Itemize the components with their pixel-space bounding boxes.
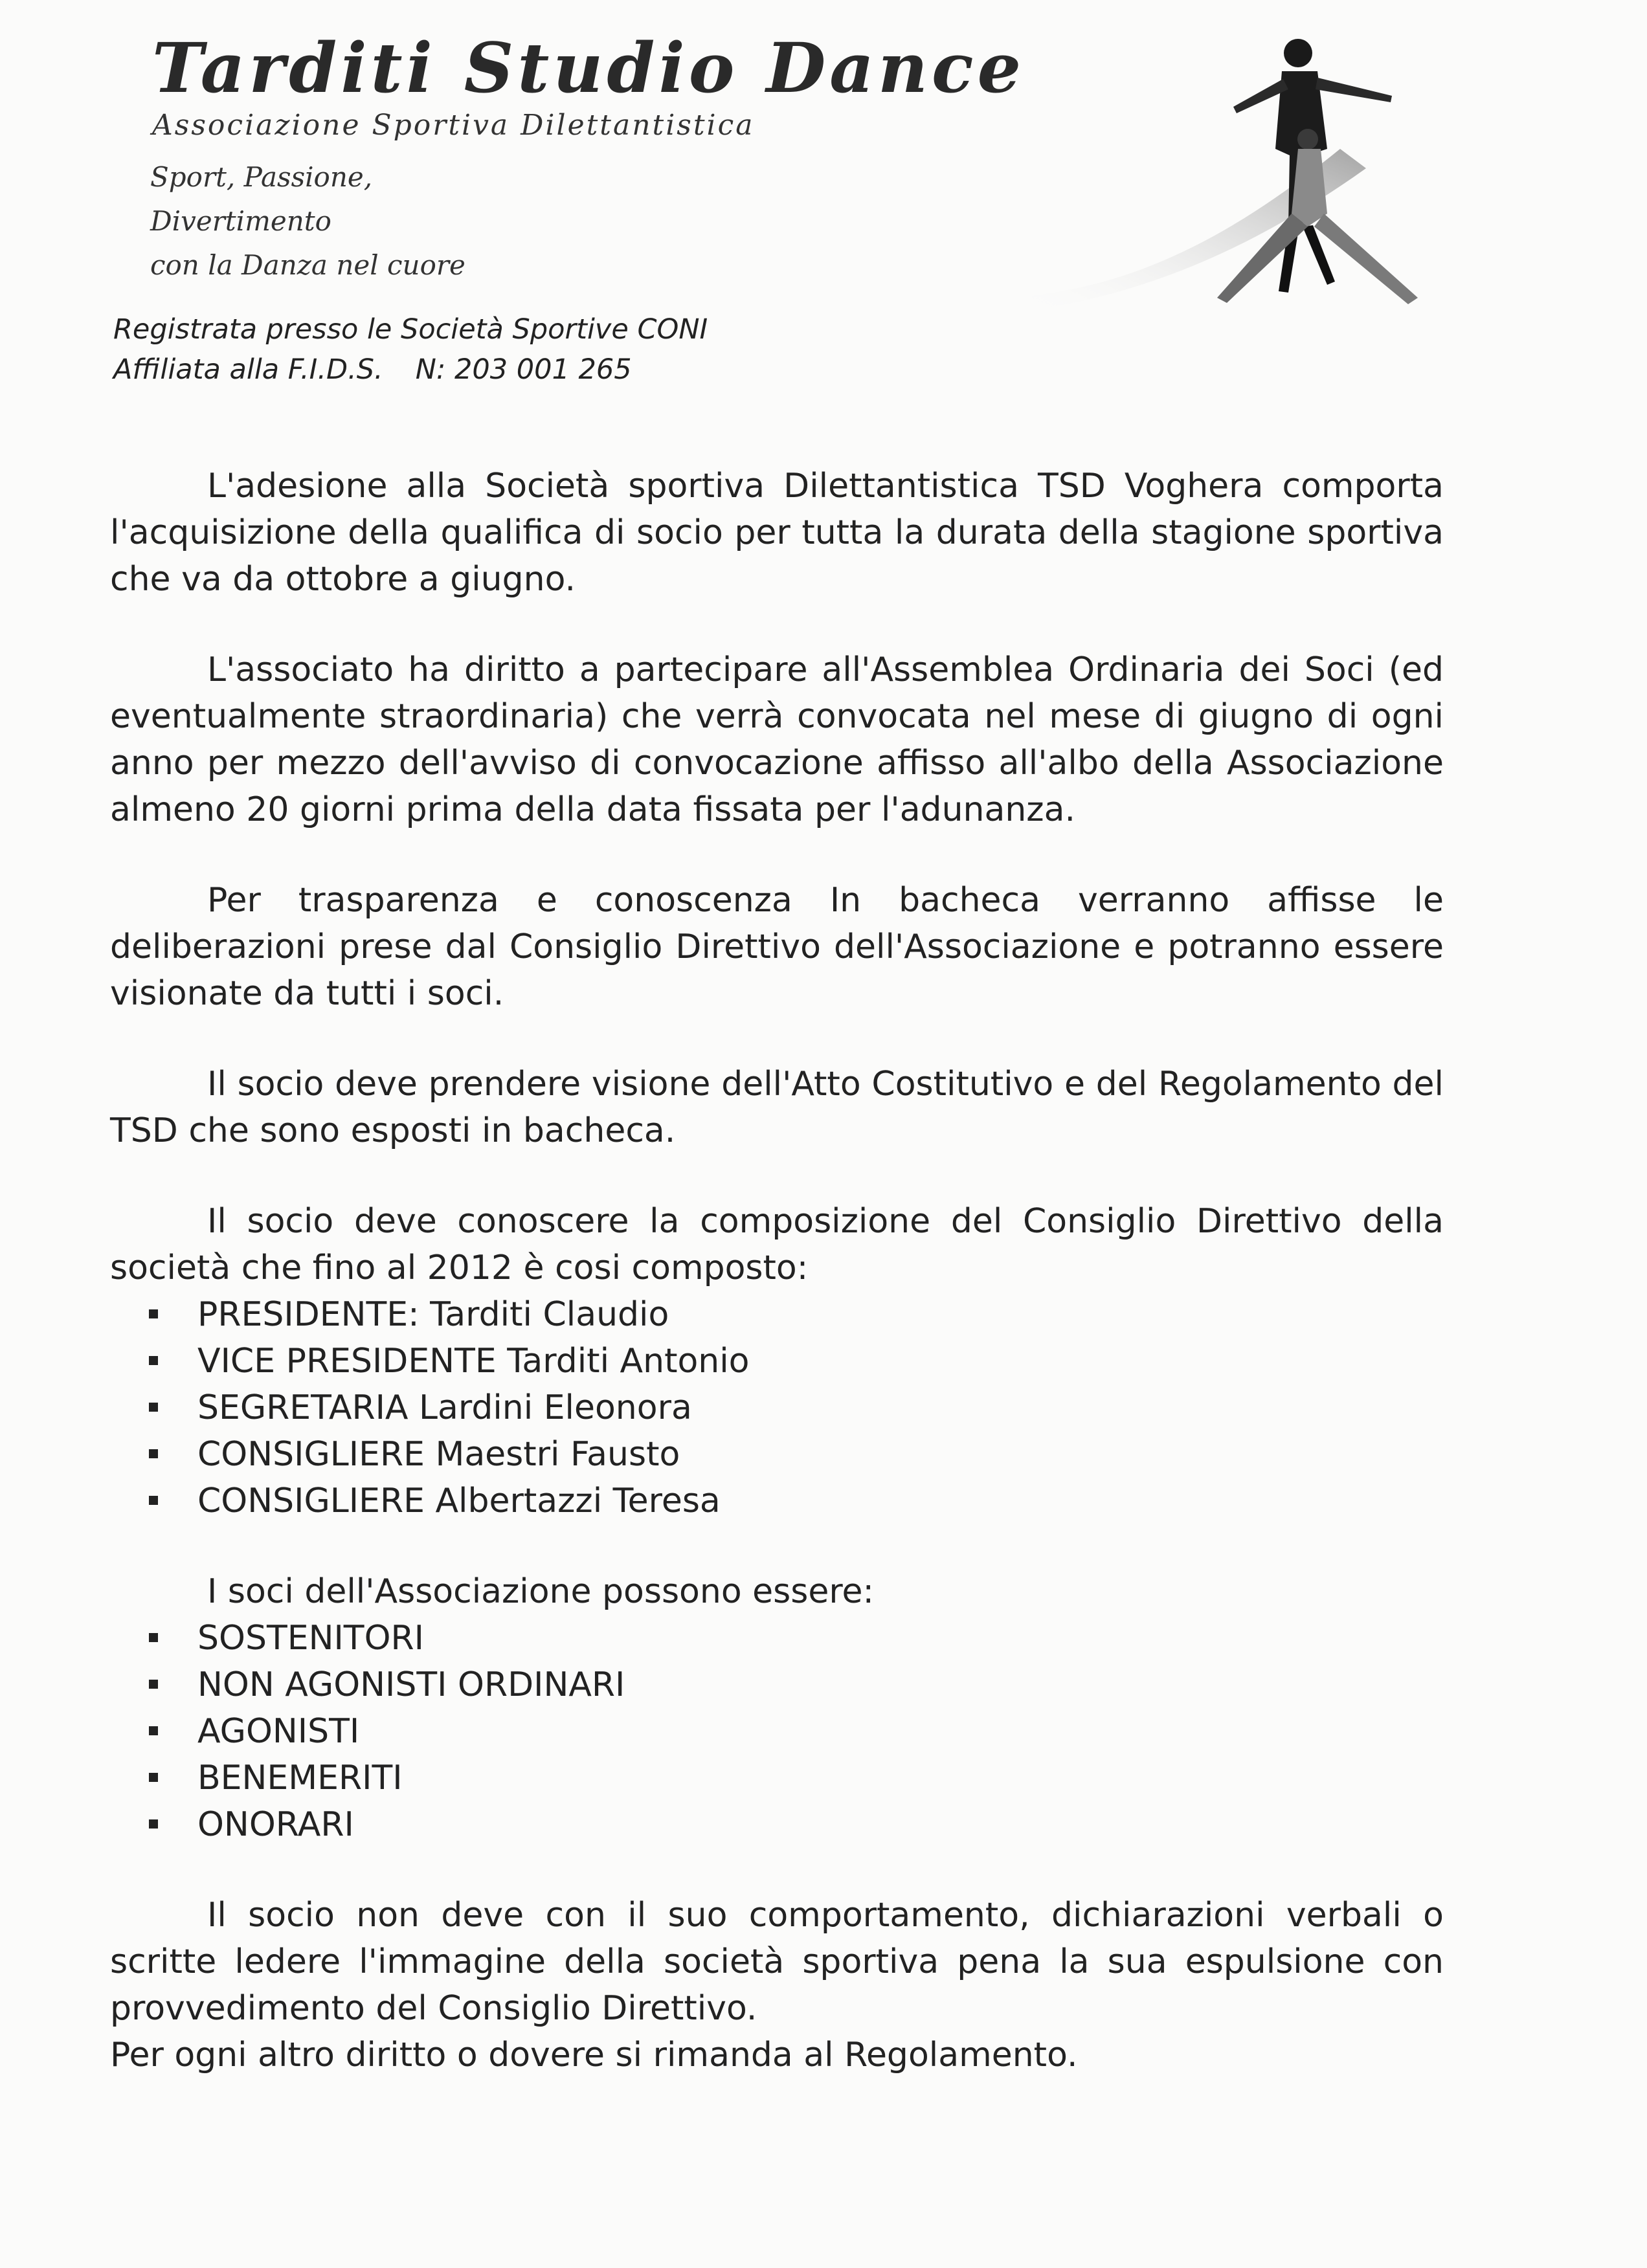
motto-line: Divertimento [150, 205, 331, 237]
bullet-icon [149, 1680, 158, 1689]
list-item: SEGRETARIA Lardini Eleonora [149, 1384, 1444, 1431]
list-item: VICE PRESIDENTE Tarditi Antonio [149, 1338, 1444, 1384]
brand-title: Tarditi Studio Dance [152, 27, 1025, 108]
paragraph-membership: L'adesione alla Società sportiva Dilettantistica TSD Voghera comporta l'acquisizione della qualifica di socio per tutta la durata della stagione sportiva che va da ottobre a giugno. [110, 467, 1444, 599]
list-item: CONSIGLIERE Maestri Fausto [149, 1431, 1444, 1478]
bullet-icon [149, 1819, 158, 1829]
paragraph-transparency: Per trasparenza e conoscenza In bacheca verranno affisse le deliberazioni prese dal Consiglio Direttivo dell'Associazione e potranno essere visionate da tutti i soci. [110, 881, 1444, 1013]
motto-line: Sport, Passione, [150, 161, 373, 193]
paragraph-statute: Il socio deve prendere visione dell'Atto Costitutivo e del Regolamento del TSD che sono esposti in bacheca. [110, 1065, 1444, 1150]
board-list [110, 1291, 1444, 1524]
bullet-icon [149, 1633, 158, 1642]
document-body [110, 463, 1444, 2078]
list-item: BENEMERITI [149, 1755, 1444, 1801]
member-types-list [110, 1615, 1444, 1848]
paragraph-conduct: Il socio non deve con il suo comportamento, dichiarazioni verbali o scritte ledere l'immagine della società sportiva pena la sua espulsione con provvedimento del Consiglio Direttivo. [110, 1896, 1444, 2028]
list-item: SOSTENITORI [149, 1615, 1444, 1662]
affiliation-line [113, 350, 708, 390]
dancing-couple-icon [1003, 19, 1470, 317]
bullet-icon [149, 1356, 158, 1365]
motto-line: con la Danza nel cuore [150, 249, 465, 281]
list-item: AGONISTI [149, 1708, 1444, 1755]
bullet-icon [149, 1403, 158, 1412]
paragraph-board-intro: Il socio deve conoscere la composizione del Consiglio Direttivo della società che fino al 2012 è cosi composto: [110, 1202, 1444, 1287]
affiliation-number: N: 203 001 265 [415, 353, 632, 386]
paragraph-closing: Per ogni altro diritto o dovere si rimanda al Regolamento. [110, 2036, 1078, 2074]
list-item: ONORARI [149, 1801, 1444, 1848]
brand-subtitle: Associazione Sportiva Dilettantistica [152, 109, 755, 142]
paragraph-member-types-intro: I soci dell'Associazione possono essere: [207, 1572, 875, 1611]
list-item: PRESIDENTE: Tarditi Claudio [149, 1291, 1444, 1338]
paragraph-assembly: L'associato ha diritto a partecipare all'Assemblea Ordinaria dei Soci (ed eventualmente straordinaria) che verrà convocata nel mese di giugno di ogni anno per mezzo dell'avviso di convocazione affisso all'albo della Associazione almeno 20 giorni prima della data fissata per l'adunanza. [110, 650, 1444, 829]
list-item: NON AGONISTI ORDINARI [149, 1662, 1444, 1708]
bullet-icon [149, 1309, 158, 1318]
motto [150, 155, 465, 287]
bullet-icon [149, 1496, 158, 1505]
registration-line: Registrata presso le Società Sportive CONI [113, 313, 708, 346]
bullet-icon [149, 1449, 158, 1458]
registration-block [113, 309, 708, 390]
affiliation-label: Affiliata alla F.I.D.S. [113, 353, 383, 386]
list-item: CONSIGLIERE Albertazzi Teresa [149, 1478, 1444, 1524]
letterhead [0, 0, 1647, 414]
bullet-icon [149, 1726, 158, 1735]
bullet-icon [149, 1773, 158, 1782]
